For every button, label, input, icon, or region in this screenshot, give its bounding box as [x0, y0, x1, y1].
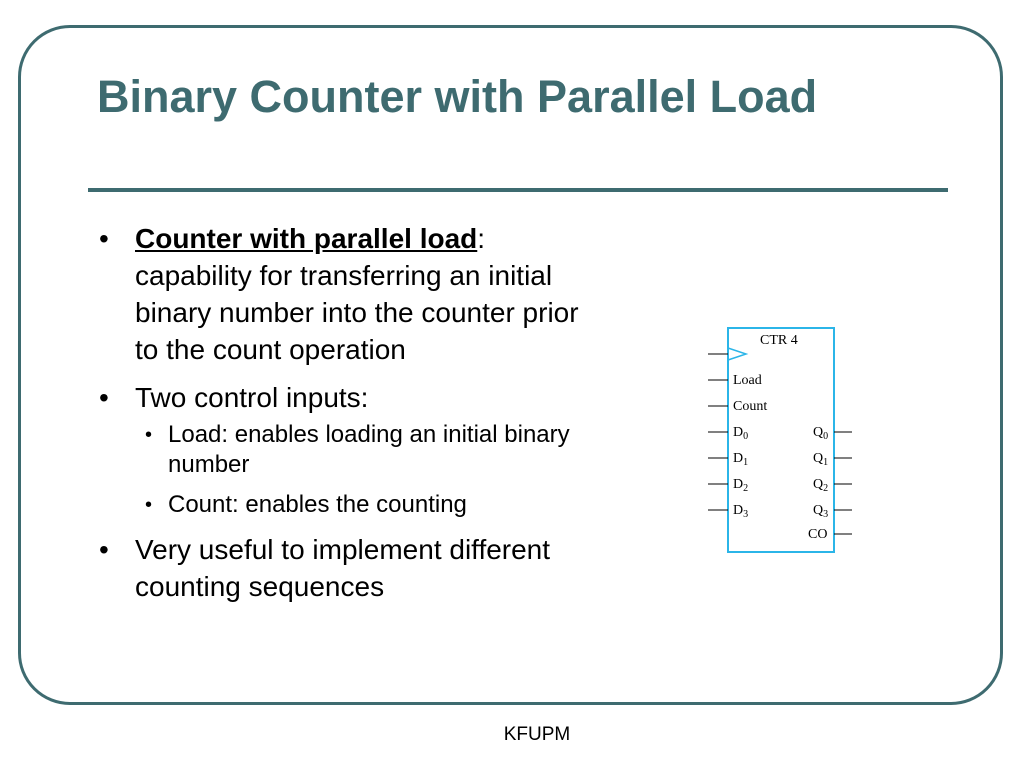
sub-bullet-item	[135, 420, 597, 480]
d0-letter: D	[733, 425, 744, 440]
q3-subscript: 3	[823, 509, 829, 520]
q2-letter: Q	[813, 477, 824, 492]
d0-subscript: 0	[743, 431, 749, 442]
d1-subscript: 1	[743, 457, 749, 468]
q2-subscript: 2	[823, 483, 829, 494]
bullet-term: Counter with parallel load	[135, 223, 478, 254]
title-divider	[88, 188, 948, 192]
slide-footer: KFUPM	[503, 724, 571, 745]
bullet-term-separator: :	[477, 223, 486, 254]
q1-letter: Q	[813, 451, 824, 466]
sub-bullet-list	[135, 420, 597, 520]
bullet-text: capability for transferring an initial binary number into the counter prior to the count operation	[135, 260, 579, 365]
q1-subscript: 1	[823, 457, 829, 468]
q0-letter: Q	[813, 425, 824, 440]
counter-name-label: CTR 4	[760, 333, 798, 348]
counter-block-diagram	[700, 322, 860, 562]
bullet-item	[97, 220, 597, 368]
sub-bullet-text: Load: enables loading an initial binary number	[168, 421, 570, 478]
load-input-label: Load	[733, 373, 762, 388]
q0-subscript: 0	[823, 431, 829, 442]
bullet-item	[97, 379, 597, 520]
slide-title: Binary Counter with Parallel Load	[97, 71, 818, 122]
bullet-text: Two control inputs:	[135, 382, 369, 413]
d2-subscript: 2	[743, 483, 749, 494]
d2-letter: D	[733, 477, 744, 492]
bullet-item	[97, 531, 597, 605]
sub-bullet-item	[135, 490, 597, 520]
d3-letter: D	[733, 503, 744, 518]
q3-letter: Q	[813, 503, 824, 518]
co-output-label: CO	[808, 527, 828, 542]
d3-subscript: 3	[743, 509, 749, 520]
bullet-list	[97, 220, 597, 616]
bullet-text: Very useful to implement different counting sequences	[135, 534, 551, 602]
count-input-label: Count	[733, 399, 768, 414]
sub-bullet-text: Count: enables the counting	[168, 491, 467, 518]
d1-letter: D	[733, 451, 744, 466]
